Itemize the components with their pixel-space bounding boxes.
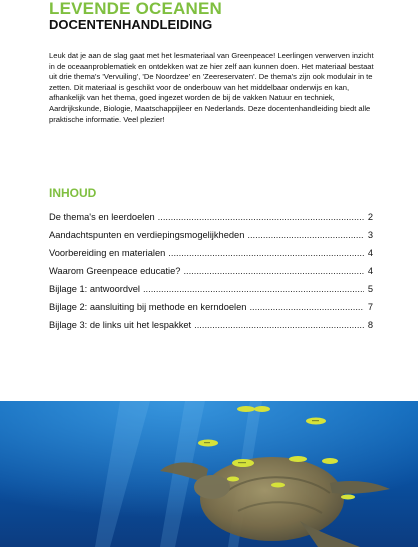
toc-entry[interactable] — [49, 226, 373, 244]
toc-entry[interactable] — [49, 244, 373, 262]
toc-leader-dots — [168, 244, 364, 262]
toc-entry-page: 8 — [367, 320, 373, 330]
toc-entry-label: De thema's en leerdoelen — [49, 212, 155, 222]
toc-entry[interactable] — [49, 208, 373, 226]
toc-leader-dots — [183, 262, 364, 280]
toc-entry-page: 7 — [367, 302, 373, 312]
toc-entry-page: 2 — [367, 212, 373, 222]
toc-leader-dots — [194, 316, 364, 334]
toc-entry-label: Bijlage 3: de links uit het lespakket — [49, 320, 192, 330]
table-of-contents — [49, 208, 373, 334]
toc-leader-dots — [158, 208, 364, 226]
toc-entry[interactable] — [49, 316, 373, 334]
toc-entry-label: Bijlage 2: aansluiting bij methode en kerndoelen — [49, 302, 247, 312]
sea-turtle-photo — [0, 401, 418, 547]
toc-leader-dots — [247, 226, 364, 244]
toc-entry-label: Waarom Greenpeace educatie? — [49, 266, 181, 276]
toc-leader-dots — [143, 280, 364, 298]
toc-entry-label: Aandachtspunten en verdiepingsmogelijkheden — [49, 230, 245, 240]
toc-entry-page: 5 — [367, 284, 373, 294]
toc-entry-label: Voorbereiding en materialen — [49, 248, 166, 258]
toc-entry-page: 4 — [367, 266, 373, 276]
toc-heading: INHOUD — [49, 186, 97, 200]
toc-entry-page: 3 — [367, 230, 373, 240]
toc-entry-page: 4 — [367, 248, 373, 258]
intro-paragraph: Leuk dat je aan de slag gaat met het lesmateriaal van Greenpeace! Leerlingen verwerven inzicht in de oceaanproblematiek en ontdekken wat ze hier zelf aan kunnen doen. Het materiaal bestaat uit drie thema's 'Vervuiling', 'De Noordzee' en 'Zeereservaten'. De thema's zijn ook modulair in te zetten. Dit materiaal is geschikt voor de onderbouw van het middelbaar onderwijs en kan, afhankelijk van het thema, goed ingezet worden de bij de vakken Natuur en techniek, Aardrijkskunde, Biologie, Maatschappijleer en Nederlands. Deze docentenhandleiding biedt alle praktische informatie. Veel plezier! — [49, 51, 374, 124]
toc-entry-label: Bijlage 1: antwoordvel — [49, 284, 140, 294]
toc-leader-dots — [249, 298, 364, 316]
document-subtitle: DOCENTENHANDLEIDING — [49, 17, 213, 32]
toc-entry[interactable] — [49, 280, 373, 298]
toc-entry[interactable] — [49, 298, 373, 316]
underwater-scene — [0, 401, 418, 547]
toc-entry[interactable] — [49, 262, 373, 280]
document-title: LEVENDE OCEANEN — [49, 0, 223, 18]
